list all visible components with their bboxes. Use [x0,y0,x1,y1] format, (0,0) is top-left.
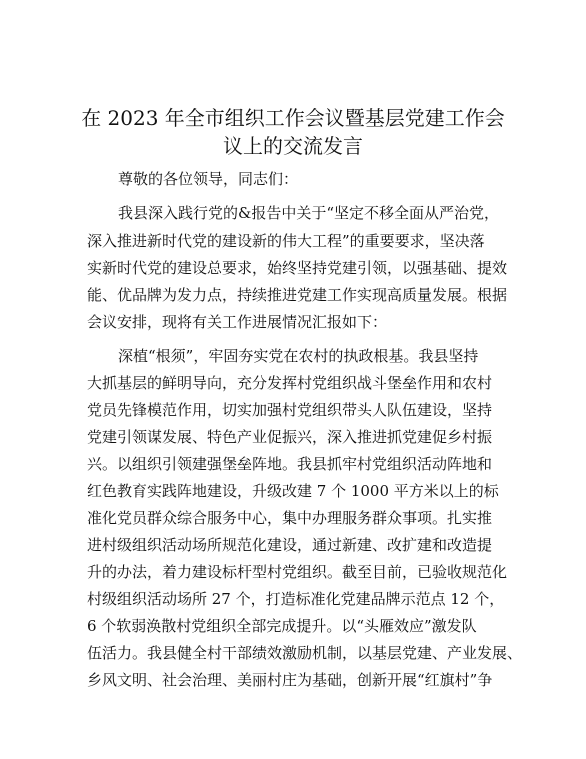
document-title-line-2: 议上的交流发言 [223,134,363,158]
paragraph-2-line: 红色教育实践阵地建设，升级改建 7 个 1000 平方米以上的标 [87,482,499,500]
document-title-line-1: 在 2023 年全市组织工作会议暨基层党建工作会 [81,106,505,130]
paragraph-2-line: 党建引领谋发展、特色产业促振兴，深入推进抓党建促乡村振 [87,428,493,446]
paragraph-2-line: 乡风文明、社会治理、美丽村庄为基础，创新开展“红旗村”争 [87,671,493,689]
paragraph-2-line: 6 个软弱涣散村党组织全部完成提升。以“头雁效应”激发队 [87,617,477,635]
paragraph-2-line: 大抓基层的鲜明导向，充分发挥村党组织战斗堡垒作用和农村 [87,374,493,392]
paragraph-2-line: 深植“根须”，牢固夯实党在农村的执政根基。我县坚持 [118,347,479,365]
salutation: 尊敬的各位领导，同志们： [118,170,299,188]
paragraph-1-line: 深入推进新时代党的建设新的伟大工程”的重要要求，坚决落 [87,232,485,250]
paragraph-2-line: 党员先锋模范作用，切实加强村党组织带头人队伍建设，坚持 [87,401,493,419]
paragraph-1-line: 我县深入践行党的&报告中关于“坚定不移全面从严治党， [118,204,500,222]
paragraph-1-line: 实新时代党的建设总要求，始终坚持党建引领，以强基础、提效 [87,259,508,277]
paragraph-1-line: 会议安排，现将有关工作进展情况汇报如下： [87,313,388,331]
paragraph-2-line: 村级组织活动场所 27 个，打造标准化党建品牌示范点 12 个， [87,590,505,608]
paragraph-2-line: 升的办法，着力建设标杆型村党组织。截至目前，已验收规范化 [87,563,508,581]
paragraph-2-line: 伍活力。我县健全村干部绩效激励机制，以基层党建、产业发展、 [87,644,523,662]
paragraph-2-line: 兴。以组织引领建强堡垒阵地。我县抓牢村党组织活动阵地和 [87,455,493,473]
paragraph-1-line: 能、优品牌为发力点，持续推进党建工作实现高质量发展。根据 [87,286,508,304]
paragraph-2-line: 进村级组织活动场所规范化建设，通过新建、改扩建和改造提 [87,536,493,554]
paragraph-2-line: 准化党员群众综合服务中心，集中办理服务群众事项。扎实推 [87,509,493,527]
